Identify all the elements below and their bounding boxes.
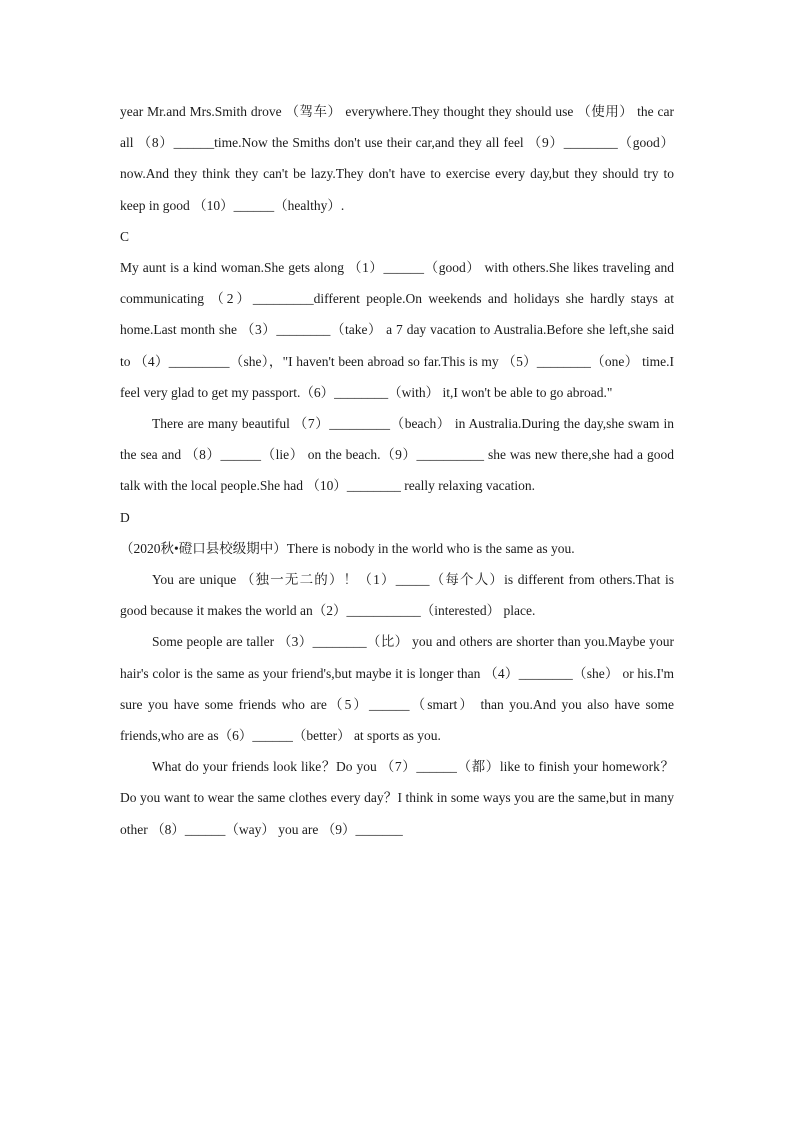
section-c-label: C: [120, 228, 130, 244]
passage-d-paragraph-1: You are unique （独一无二的）！（1）_____（每个人）is different from others.That is good because it makes the world an（2）___________（interested） place.: [120, 572, 674, 619]
passage-b-continuation: year Mr.and Mrs.Smith drove （驾车） everywhere.They thought they should use （使用） the car all （8）______time.Now the Smiths don't use their car,and they all feel （9）________（good） now.And they think they can't be lazy.They don't have to exercise every day,but they should try to keep in good （10）______（healthy）.: [120, 104, 674, 213]
document-page: [120, 96, 674, 845]
passage-c-paragraph-2: There are many beautiful （7）_________（beach） in Australia.During the day,she swam in the sea and （8）______（lie） on the beach.（9）__________ she was new there,she had a good talk with the local people.She had （10）________ really relaxing vacation.: [120, 416, 674, 494]
passage-d-paragraph-2: Some people are taller （3）________（比） you and others are shorter than you.Maybe your hair's color is the same as your friend's,but maybe it is longer than （4）________（she） or his.I'm sure you have some friends who are（5）______（smart） than you.And you also have some friends,who are as（6）______（better） at sports as you.: [120, 634, 674, 744]
passage-d-paragraph-3: What do your friends look like？Do you （7）______（都）like to finish your homework？Do you want to wear the same clothes every day？I think in some ways you are the same,but in many other （8）______（way） you are （9）_______: [120, 759, 674, 837]
passage-c-paragraph-1: My aunt is a kind woman.She gets along （1）______（good） with others.She likes traveling and communicating （2）_________different people.On weekends and holidays she hardly stays at home.Last month she （3）________（take） a 7 day vacation to Australia.Before she left,she said to （4）_________（she），"I haven't been abroad so far.This is my （5）________（one） time.I feel very glad to get my passport.（6）________（with） it,I won't be able to go abroad.": [120, 260, 674, 400]
section-d-label: D: [120, 509, 130, 525]
passage-d-source-line: （2020秋•磴口县校级期中）There is nobody in the world who is the same as you.: [120, 540, 575, 556]
